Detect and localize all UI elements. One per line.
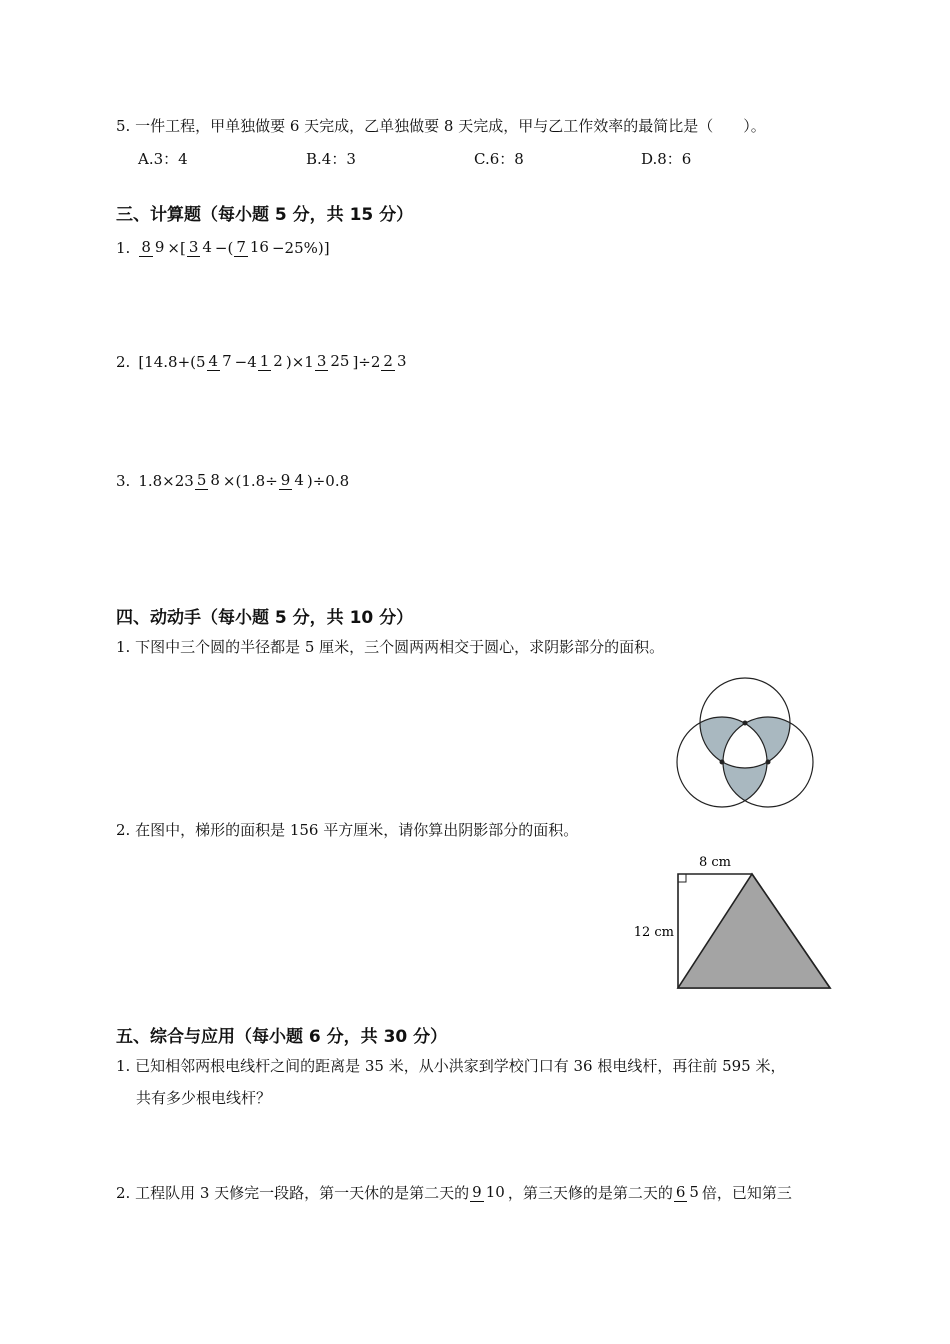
- application-question-1-line-1: 1. 已知相邻两根电线杆之间的距离是 35 米，从小洪家到学校门口有 36 根电线杆，再往前 595 米，: [116, 1057, 786, 1075]
- figure-question-1: 1. 下图中三个圆的半径都是 5 厘米，三个圆两两相交于圆心，求阴影部分的面积。: [116, 638, 665, 656]
- fraction: 2 3: [383, 352, 407, 370]
- question-number: 1.: [116, 238, 131, 257]
- calc-question-2: 2. [14.8+(5 4 7 −4 1 2 )×1 3 25 ]÷2 2 3: [116, 352, 407, 371]
- section-4-title: 四、动动手（每小题 5 分，共 10 分）: [116, 608, 414, 628]
- fraction: 8 9: [141, 238, 165, 256]
- fraction: 7 16: [236, 238, 269, 256]
- fraction: 9 10: [472, 1183, 505, 1201]
- option-d: D.8：6: [641, 150, 692, 168]
- three-circles-figure: [670, 668, 830, 810]
- option-a: A.3：4: [138, 150, 188, 168]
- fraction: 4 7: [208, 352, 232, 370]
- question-5-text: 5. 一件工程，甲单独做要 6 天完成，乙单独做要 8 天完成，甲与乙工作效率的最简比是（ ）。: [116, 117, 766, 135]
- calc-question-3: 3. 1.8×23 5 8 ×(1.8÷ 9 4 )÷0.8: [116, 471, 350, 490]
- section-5-title: 五、综合与应用（每小题 6 分，共 30 分）: [116, 1027, 448, 1047]
- side-length-label: 12 cm: [633, 925, 674, 940]
- fraction: 3 25: [316, 352, 350, 370]
- fraction: 3 4: [188, 238, 212, 256]
- calc-question-1: 1. 8 9 ×[ 3 4 −( 7 16 −25%)]: [116, 238, 330, 257]
- question-number: 2.: [116, 352, 131, 371]
- figure-question-2: 2. 在图中，梯形的面积是 156 平方厘米，请你算出阴影部分的面积。: [116, 821, 579, 839]
- option-c: C.6：8: [474, 150, 524, 168]
- fraction: 6 5: [675, 1183, 699, 1201]
- application-question-2: 2. 工程队用 3 天修完一段路，第一天休的是第二天的 9 10 ，第三天修的是第二天的 6 5 倍，已知第三: [116, 1183, 792, 1202]
- section-3-title: 三、计算题（每小题 5 分，共 15 分）: [116, 205, 414, 225]
- question-number: 3.: [116, 471, 131, 490]
- fraction: 1 2: [259, 352, 283, 370]
- option-b: B.4：3: [306, 150, 356, 168]
- fraction: 9 4: [280, 471, 304, 489]
- top-length-label: 8 cm: [698, 855, 732, 870]
- application-question-1-line-2: 共有多少根电线杆？: [136, 1089, 272, 1107]
- trapezoid-figure: [620, 848, 840, 994]
- fraction: 5 8: [196, 471, 220, 489]
